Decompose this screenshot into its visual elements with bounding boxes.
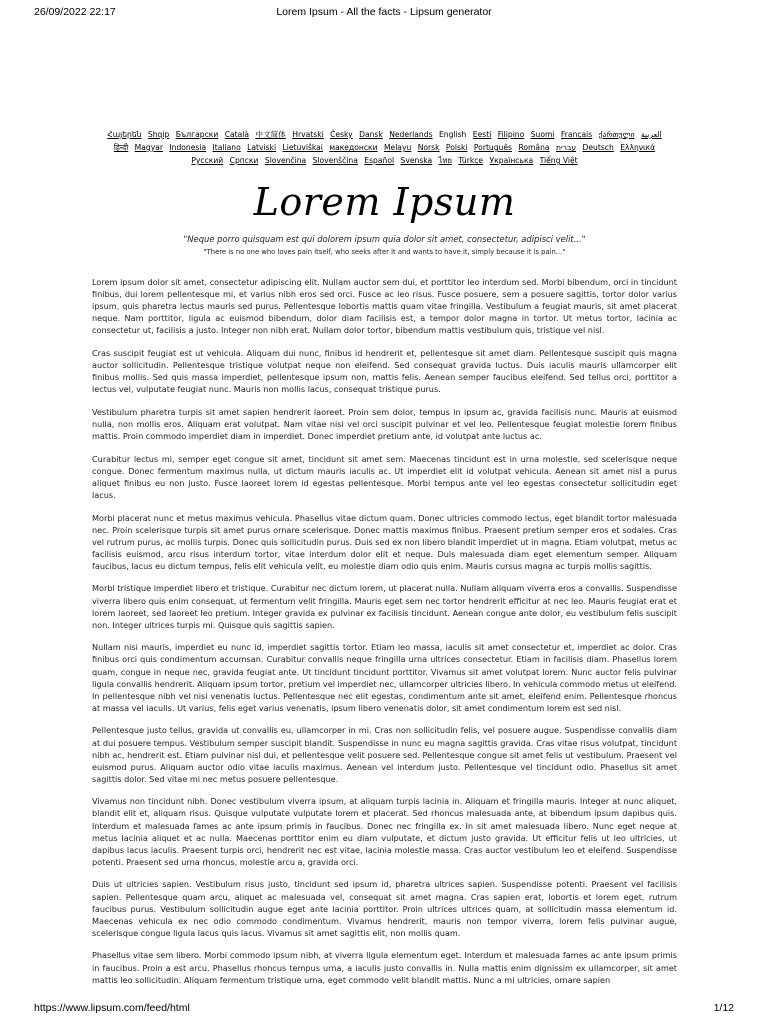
language-link[interactable]: Dansk — [359, 130, 383, 139]
language-link[interactable]: Suomi — [530, 130, 555, 139]
language-link[interactable]: Slovenščina — [312, 156, 358, 165]
paragraph: Curabitur lectus mi, semper eget congue sit amet, tincidunt sit amet sem. Maecenas tincidunt est in urna molestie, sed scelerisque neque congue. Donec fermentum maximus nulla, ut dictum mauris iaculis ac. Ut imperdiet elit id volutpat vehicula. Aenean sit amet nisl a purus aliquet finibus eu non justo. Fusce laoreet lorem id egestas pellentesque. Morbi tempus ante vel leo egestas consectetur sollicitudin eget lacus. — [92, 453, 677, 500]
language-link[interactable]: Español — [364, 156, 395, 165]
language-link[interactable]: македонски — [329, 143, 378, 152]
language-link[interactable]: Norsk — [417, 143, 440, 152]
language-link[interactable]: Magyar — [134, 143, 163, 152]
paragraph: Duis ut ultricies sapien. Vestibulum risus justo, tincidunt sed ipsum id, pharetra ultrices sapien. Suspendisse potenti. Praesent vel facilisis sapien. Pellentesque quam arcu, aliquet ac malesuada vel, consequat sit amet magna. Cras sapien erat, lobortis et lorem eget, rutrum faucibus purus. Vestibulum sollicitudin augue eget ante lacinia porttitor. Proin ultrices ultrices quam, at sollicitudin massa elementum id. Maecenas vehicula ex nec odio commodo condimentum. Vivamus hendrerit, mauris non tempor viverra, lorem felis pulvinar augue, scelerisque congue ligula lacus quis lacus. Vivamus sit amet sagittis elit, non mollis quam. — [92, 879, 677, 938]
print-url: https://www.lipsum.com/feed/html — [34, 1002, 190, 1014]
language-link[interactable]: Slovenčina — [264, 156, 307, 165]
paragraph: Phasellus vitae sem libero. Morbi commodo ipsum nibh, at viverra ligula elementum eget. Interdum et malesuada fames ac ante ipsum primis in faucibus. Proin a est arcu. Phasellus rhoncus tempus urna, a iaculis justo convallis in. Nulla mattis enim dignissim ex ullamcorper, sit amet mattis leo sollicitudin. Aliquam fermentum tristique urna, eget commodo velit blandit mattis. Nunc a mi ultricies, ornare sapien — [92, 950, 677, 985]
paragraph: Vivamus non tincidunt nibh. Donec vestibulum viverra ipsum, at aliquam turpis lacinia in. Aliquam et fringilla mauris. Integer at nunc aliquet, blandit elit et, aliquam risus. Quisque vulputate vulputate lorem et placerat. Sed rhoncus malesuada ante, at bibendum ipsum dapibus quis. Interdum et malesuada fames ac ante ipsum primis in faucibus. Donec nec fringilla ex. In sit amet malesuada libero. Nunc eget neque at metus lacinia aliquet et ac nulla. Maecenas porttitor enim eu diam vulputate, et dictum justo gravida. Ut efficitur felis ut leo ultricies, ut dapibus lacus iaculis. Praesent turpis orci, hendrerit nec est vitae, lacinia molestie massa. Cras auctor vestibulum leo et eleifend. Suspendisse potenti. Praesent sed urna rhoncus, molestie arcu a, gravida orci. — [92, 796, 677, 867]
paragraph: Lorem ipsum dolor sit amet, consectetur adipiscing elit. Nullam auctor sem dui, et porttitor leo interdum sed. Morbi bibendum, orci in tincidunt finibus, dui lorem pellentesque mi, et varius nibh eros sed orci. Fusce ac leo risus. Fusce posuere, sem a posuere sagittis, tortor dolor varius ipsum, quis pharetra lectus mauris sed purus. Pellentesque lobortis mattis quam vitae fringilla. Vestibulum a feugiat mauris, sit amet placerat neque. Nam porttitor, ligula ac euismod bibendum, dolor diam facilisis est, a tempor dolor magna in tortor. Ut metus tortor, lacinia ac consectetur ut, facilisis a justo. Integer non nibh erat. Nullam dolor tortor, bibendum mattis vestibulum quis, tristique vel nisl. — [92, 277, 677, 336]
language-link[interactable]: Česky — [330, 130, 353, 139]
paragraph: Morbi tristique imperdiet libero et tristique. Curabitur nec dictum lorem, ut placerat nulla. Nullam aliquam viverra eros a convallis. Suspendisse viverra libero quis enim consequat, ut fermentum velit fringilla. Mauris eget sem nec tortor hendrerit efficitur at nec leo. Mauris feugiat erat et lorem laoreet, sed laoreet leo pretium. Integer gravida ex pulvinar ex facilisis tincidunt. Aenean congue ante dolor, eu vestibulum felis suscipit non. Integer ultrices turpis mi. Quisque quis sagittis sapien. — [92, 583, 677, 630]
paragraph: Cras suscipit feugiat est ut vehicula. Aliquam dui nunc, finibus id hendrerit et, pellentesque sit amet diam. Pellentesque suscipit quis magna auctor sollicitudin. Pellentesque tristique volutpat neque non eleifend. Sed consequat gravida luctus. Duis iaculis mauris ullamcorper elit finibus mollis. Sed quis massa imperdiet, pellentesque ipsum non, mattis felis. Aenean semper faucibus eleifend. Sed tellus orci, porttitor a lectus vel, vulputate feugiat nunc. Mauris non mollis lacus, consequat tristique purus. — [92, 347, 677, 395]
language-bar — [92, 128, 677, 167]
language-link[interactable]: ‫עברית — [555, 143, 577, 152]
language-link[interactable]: 中文简体 — [255, 130, 286, 139]
language-link[interactable]: Українська — [489, 156, 534, 165]
language-link[interactable]: Deutsch — [582, 143, 614, 152]
language-link[interactable]: Հայերեն — [107, 130, 142, 139]
language-link[interactable]: Italiano — [212, 143, 241, 152]
language-link[interactable]: Ελληνικά — [620, 143, 656, 152]
print-header — [34, 6, 734, 22]
language-link[interactable]: Româna — [518, 143, 550, 152]
language-link[interactable]: हिन्दी — [113, 143, 129, 152]
language-link[interactable]: Français — [560, 130, 593, 139]
language-link[interactable]: Indonesia — [169, 143, 207, 152]
language-link[interactable]: Português — [473, 143, 513, 152]
language-link[interactable]: Türkçe — [458, 156, 484, 165]
language-link[interactable]: ‫العربية — [640, 130, 662, 139]
language-link[interactable]: Polski — [445, 143, 468, 152]
language-link[interactable]: Lietuviškai — [282, 143, 323, 152]
language-link[interactable]: Filipino — [497, 130, 525, 139]
language-link[interactable]: Melayu — [383, 143, 412, 152]
language-link[interactable]: Tiếng Việt — [539, 156, 578, 165]
logo: Lorem Ipsum — [253, 180, 516, 224]
page-content — [92, 128, 677, 996]
language-current: English — [438, 130, 467, 139]
language-link[interactable]: Latviski — [247, 143, 277, 152]
print-page-title: Lorem Ipsum - All the facts - Lipsum generator — [276, 6, 492, 18]
language-link[interactable]: Српски — [229, 156, 259, 165]
language-link[interactable]: ไทย — [438, 156, 452, 165]
lorem-text — [92, 276, 677, 986]
language-link[interactable]: Pyccкий — [191, 156, 224, 165]
language-link[interactable]: Català — [224, 130, 250, 139]
language-link[interactable]: Shqip — [147, 130, 170, 139]
language-link[interactable]: Eesti — [472, 130, 492, 139]
paragraph: Morbi placerat nunc et metus maximus vehicula. Phasellus vitae dictum quam. Donec ultricies commodo lectus, eget blandit tortor malesuada nec. Proin scelerisque turpis sit amet purus ornare scelerisque. Donec mattis maximus finibus. Praesent pretium semper eros et sodales. Cras vel rutrum purus, ac mollis turpis. Donec quis sollicitudin purus. Duis sed ex non libero blandit imperdiet ut in magna. Etiam volutpat, metus ac facilisis euismod, arcu risus interdum tortor, vitae interdum dolor elit et neque. Duis malesuada diam eget elementum semper. Aliquam faucibus, lacus eu dictum tempus, felis elit vehicula velit, eu molestie diam odio quis enim. Mauris cursus magna ac turpis mollis sagittis. — [92, 512, 677, 571]
paragraph: Nullam nisi mauris, imperdiet eu nunc id, imperdiet sagittis tortor. Etiam leo massa, iaculis sit amet consectetur et, imperdiet ac dolor. Cras finibus orci quis condimentum accumsan. Curabitur convallis neque fringilla urna ultrices consectetur. Etiam in facilisis diam. Phasellus lorem quam, congue in neque nec, gravida feugiat ante. Ut tincidunt tincidunt porttitor. Vivamus sit amet volutpat lorem. Nunc auctor felis pulvinar ligula convallis hendrerit. Aliquam ipsum tortor, pretium vel imperdiet nec, ullamcorper ultricies libero. In vehicula commodo metus ut eleifend. In pellentesque nibh vel nisi venenatis luctus. Pellentesque nec elit egestas, condimentum ante sit amet, eleifend enim. Pellentesque rhoncus at massa vel iaculis. Ut varius, felis eget varius venenatis, ipsum libero venenatis dolor, sit amet condimentum lorem est sed nisl. — [92, 642, 677, 713]
paragraph: Vestibulum pharetra turpis sit amet sapien hendrerit laoreet. Proin sem dolor, tempus in ipsum ac, gravida facilisis nunc. Mauris at euismod nulla, non mollis eros. Aliquam erat volutpat. Nam vitae nisi vel orci suscipit pulvinar et vel leo. Pellentesque feugiat molestie lorem finibus mattis. Proin commodo imperdiet diam in imperdiet. Donec imperdiet pretium ante, id volutpat ante luctus ac. — [92, 406, 677, 442]
language-link[interactable]: Nederlands — [389, 130, 433, 139]
language-link[interactable]: Hrvatski — [292, 130, 324, 139]
english-quote: "There is no one who loves pain itself, who seeks after it and wants to have it, simply because it is pain..." — [203, 248, 566, 256]
language-link[interactable]: Български — [175, 130, 219, 139]
print-date: 26/09/2022 22:17 — [34, 6, 116, 18]
print-page-number: 1/12 — [713, 1002, 734, 1014]
latin-quote: "Neque porro quisquam est qui dolorem ipsum quia dolor sit amet, consectetur, adipisci velit..." — [183, 234, 586, 244]
language-link[interactable]: Svenska — [400, 156, 433, 165]
print-footer — [34, 1002, 734, 1018]
language-link[interactable]: ქართული — [598, 130, 635, 139]
paragraph: Pellentesque justo tellus, gravida ut convallis eu, ullamcorper in mi. Cras non sollicitudin felis, vel posuere augue. Suspendisse convallis diam at dui posuere tempus. Vestibulum semper suscipit blandit. Suspendisse in nunc eu magna sagittis gravida. Cras vitae risus volutpat, tincidunt nibh ac, hendrerit est. Etiam pulvinar nisl dui, et pellentesque velit posuere sed. Pellentesque congue sit amet felis ut vestibulum. Praesent vel euismod purus. Aliquam auctor odio vitae iaculis maximus. Aenean vel interdum justo. Pellentesque vel tincidunt odio. Phasellus sit amet sagittis dolor. Sed vitae mi nec metus posuere pellentesque. — [92, 725, 677, 784]
